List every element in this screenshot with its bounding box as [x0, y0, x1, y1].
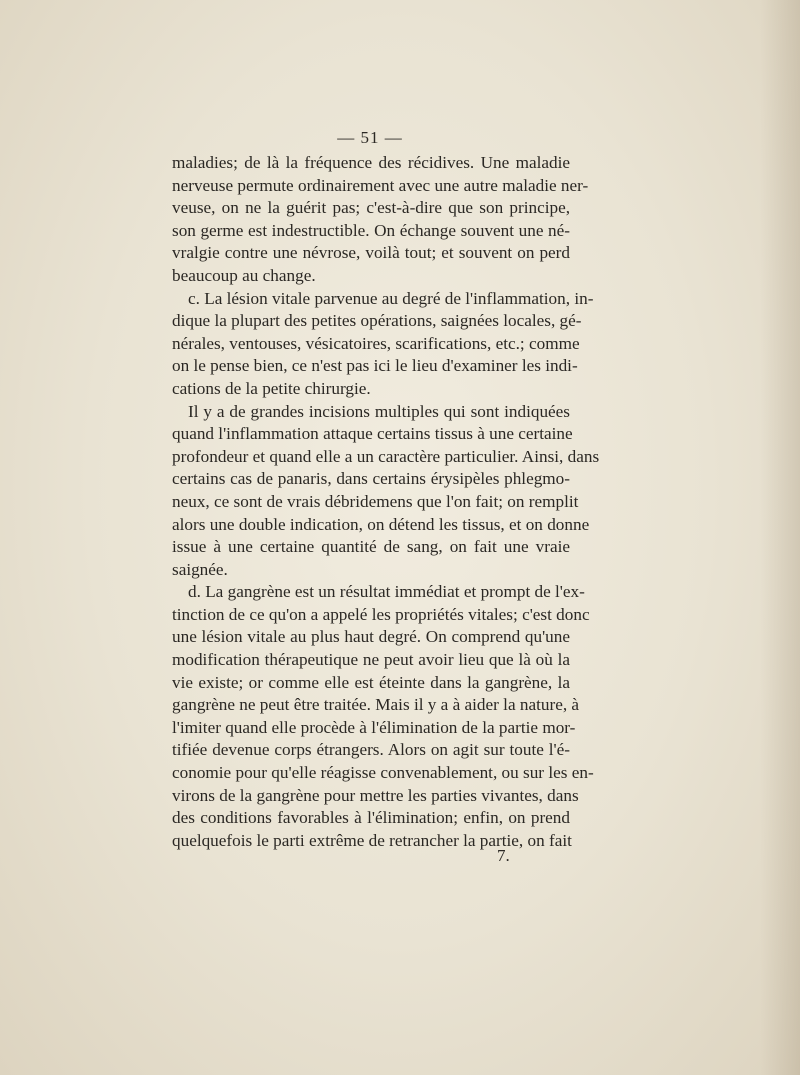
text-line: neux, ce sont de vrais débridemens que l'on fait; on remplit [172, 491, 579, 511]
signature-mark: 7. [497, 846, 510, 865]
text-line: c. La lésion vitale parvenue au degré de l'inflammation, in- [188, 288, 594, 308]
text-line: quand l'inflammation attaque certains tissus à une certaine [172, 424, 573, 444]
text-line: vralgie contre une névrose, voilà tout; et souvent on perd [172, 243, 570, 263]
text-line: tifiée devenue corps étrangers. Alors on agit sur toute l'é- [172, 740, 570, 760]
text-line: on le pense bien, ce n'est pas ici le lieu d'examiner les indi- [172, 356, 578, 376]
text-line: gangrène ne peut être traitée. Mais il y a à aider la nature, à [172, 695, 580, 715]
page-number: — 51 — [337, 128, 403, 147]
text-line: conomie pour qu'elle réagisse convenablement, ou sur les en- [172, 763, 594, 783]
text-line: maladies; de là la fréquence des récidives. Une maladie [172, 153, 570, 172]
text-line: quelquefois le parti extrême de retrancher la partie, on fait [172, 830, 572, 850]
text-line: beaucoup au change. [172, 265, 316, 285]
text-line: dique la plupart des petites opérations, saignées locales, gé- [172, 311, 582, 331]
text-line: d. La gangrène est un résultat immédiat et prompt de l'ex- [188, 582, 585, 602]
text-line: profondeur et quand elle a un caractère particulier. Ainsi, dans [172, 446, 600, 466]
text-line: tinction de ce qu'on a appelé les propriétés vitales; c'est donc [172, 604, 590, 624]
text-line: veuse, on ne la guérit pas; c'est-à-dire que son principe, [172, 198, 570, 218]
text-line: virons de la gangrène pour mettre les parties vivantes, dans [172, 785, 579, 805]
text-line: modification thérapeutique ne peut avoir lieu que là où la [172, 650, 570, 670]
page-edge-shadow [760, 0, 800, 1075]
text-line: issue à une certaine quantité de sang, on fait une vraie [172, 537, 570, 557]
text-line: l'imiter quand elle procède à l'élimination de la partie mor- [172, 717, 576, 737]
text-line: alors une double indication, on détend les tissus, et on donne [172, 514, 590, 534]
text-line: nerveuse permute ordinairement avec une autre maladie ner- [172, 175, 589, 195]
text-line: vie existe; or comme elle est éteinte dans la gangrène, la [172, 672, 570, 692]
text-line: nérales, ventouses, vésicatoires, scarifications, etc.; comme [172, 333, 580, 353]
text-line: son germe est indestructible. On échange souvent une né- [172, 220, 570, 240]
text-line: Il y a de grandes incisions multiples qui sont indiquées [188, 401, 570, 421]
text-line: saignée. [172, 559, 228, 579]
body-text [172, 152, 600, 852]
text-line: des conditions favorables à l'élimination; enfin, on prend [172, 808, 570, 828]
text-line: cations de la petite chirurgie. [172, 378, 371, 398]
text-line: certains cas de panaris, dans certains érysipèles phlegmo- [172, 469, 570, 489]
text-line: une lésion vitale au plus haut degré. On comprend qu'une [172, 627, 570, 647]
